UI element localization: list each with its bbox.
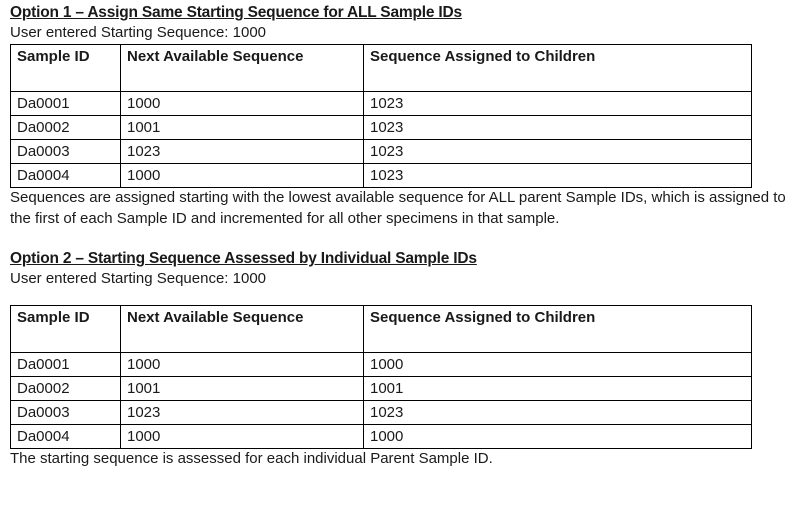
option-1-user-entered-sequence: User entered Starting Sequence: 1000: [10, 24, 267, 41]
cell-next-available-sequence: 1001: [121, 377, 364, 401]
cell-sequence-assigned-to-children: 1023: [364, 164, 752, 188]
table-row: [11, 140, 752, 164]
cell-sample-id: Da0003: [11, 401, 121, 425]
cell-sample-id: Da0002: [11, 116, 121, 140]
table-row: [11, 164, 752, 188]
cell-sample-id: Da0003: [11, 140, 121, 164]
column-header-next-available-sequence: Next Available Sequence: [121, 306, 364, 353]
column-header-sample-id: Sample ID: [11, 306, 121, 353]
table-row: [11, 425, 752, 449]
cell-sequence-assigned-to-children: 1001: [364, 377, 752, 401]
cell-sequence-assigned-to-children: 1000: [364, 425, 752, 449]
cell-sample-id: Da0001: [11, 353, 121, 377]
option-1-note: Sequences are assigned starting with the lowest available sequence for ALL parent Sample IDs, which is assigned to the first of each Sample ID and incremented for all other specimens in that sample.: [10, 189, 786, 227]
cell-sequence-assigned-to-children: 1023: [364, 92, 752, 116]
table-row: [11, 353, 752, 377]
cell-next-available-sequence: 1000: [121, 164, 364, 188]
option-1-heading: Option 1 – Assign Same Starting Sequence for ALL Sample IDs: [10, 4, 462, 21]
cell-sample-id: Da0004: [11, 164, 121, 188]
column-header-sample-id: Sample ID: [11, 45, 121, 92]
table-row: [11, 401, 752, 425]
table-header-row: [11, 306, 752, 353]
table-row: [11, 377, 752, 401]
cell-sequence-assigned-to-children: 1023: [364, 140, 752, 164]
cell-sample-id: Da0004: [11, 425, 121, 449]
cell-sample-id: Da0001: [11, 92, 121, 116]
option-2-heading: Option 2 – Starting Sequence Assessed by Individual Sample IDs: [10, 250, 477, 267]
option-1-section: [0, 0, 806, 229]
cell-sequence-assigned-to-children: 1000: [364, 353, 752, 377]
cell-sequence-assigned-to-children: 1023: [364, 116, 752, 140]
option-2-table: [10, 305, 752, 449]
table-row: [11, 116, 752, 140]
cell-next-available-sequence: 1001: [121, 116, 364, 140]
table-header-row: [11, 45, 752, 92]
cell-sample-id: Da0002: [11, 377, 121, 401]
column-header-sequence-assigned-to-children: Sequence Assigned to Children: [364, 306, 752, 353]
cell-next-available-sequence: 1000: [121, 425, 364, 449]
cell-next-available-sequence: 1023: [121, 140, 364, 164]
column-header-next-available-sequence: Next Available Sequence: [121, 45, 364, 92]
option-2-section: [0, 249, 806, 470]
cell-next-available-sequence: 1000: [121, 353, 364, 377]
cell-next-available-sequence: 1023: [121, 401, 364, 425]
option-2-note: The starting sequence is assessed for each individual Parent Sample ID.: [10, 450, 493, 467]
cell-next-available-sequence: 1000: [121, 92, 364, 116]
table-row: [11, 92, 752, 116]
option-1-table: [10, 44, 752, 188]
option-2-user-entered-sequence: User entered Starting Sequence: 1000: [10, 270, 267, 287]
column-header-sequence-assigned-to-children: Sequence Assigned to Children: [364, 45, 752, 92]
cell-sequence-assigned-to-children: 1023: [364, 401, 752, 425]
